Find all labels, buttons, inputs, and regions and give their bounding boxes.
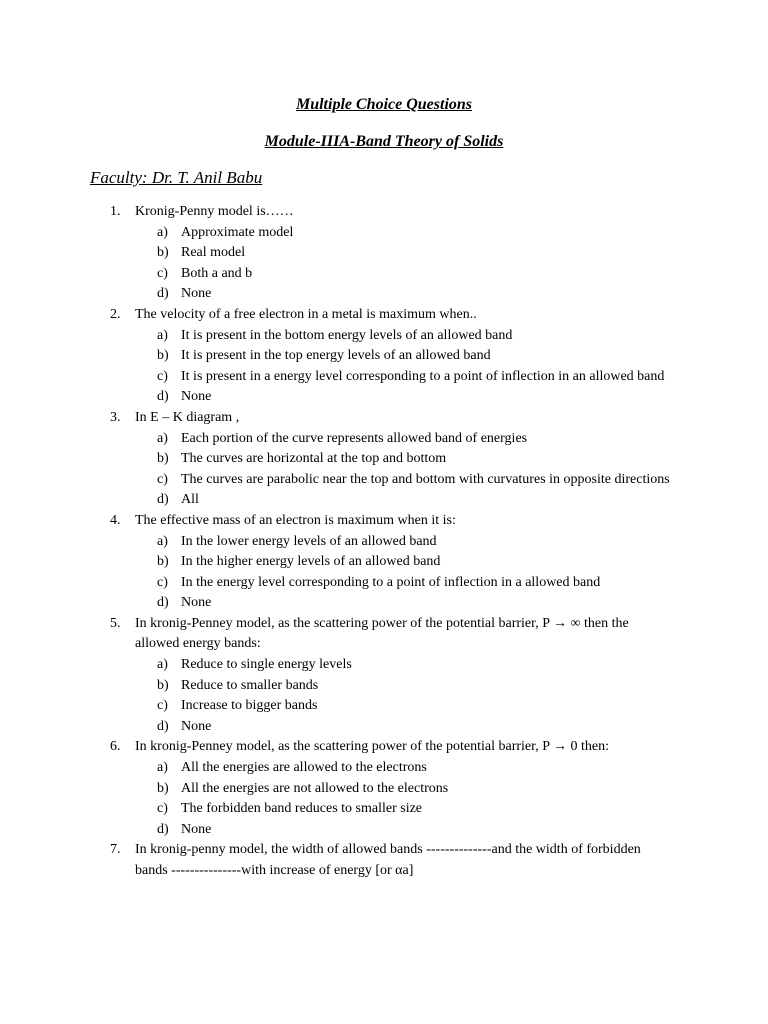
question-2	[0, 305, 768, 408]
option-label: a)	[157, 533, 168, 549]
option-text: The curves are horizontal at the top and bottom	[181, 451, 447, 467]
option-c	[0, 470, 768, 491]
question-text: In E – K diagram ,	[135, 409, 240, 425]
option-text: Reduce to smaller bands	[181, 677, 319, 693]
question-text: Kronig-Penny model is……	[135, 204, 294, 219]
option-text: In the energy level corresponding to a point of inflection in a allowed band	[181, 574, 601, 590]
option-b	[0, 243, 768, 264]
option-label: b)	[157, 677, 169, 693]
question-1	[0, 202, 768, 305]
option-text: All	[181, 492, 199, 508]
question-number: 3.	[110, 409, 121, 425]
option-b	[0, 346, 768, 367]
option-text: It is present in the top energy levels of an allowed band	[181, 348, 491, 364]
question-4	[0, 511, 768, 614]
option-label: b)	[157, 780, 169, 796]
option-label: b)	[157, 451, 169, 467]
question-number: 7.	[110, 842, 121, 858]
question-number: 1.	[110, 204, 121, 219]
option-text: All the energies are allowed to the electrons	[181, 760, 427, 776]
option-b	[0, 676, 768, 697]
question-text: In kronig-Penney model, as the scattering power of the potential barrier, P → ∞ then the allowed energy bands:	[135, 615, 629, 652]
question-number: 4.	[110, 512, 121, 528]
option-text: Each portion of the curve represents allowed band of energies	[181, 430, 528, 446]
option-c	[0, 799, 768, 820]
option-text: None	[181, 286, 212, 302]
question-number: 5.	[110, 615, 121, 631]
option-text: Both a and b	[181, 265, 253, 281]
option-text: In the lower energy levels of an allowed band	[181, 533, 437, 549]
option-a	[0, 532, 768, 553]
faculty-name: Faculty: Dr. T. Anil Babu	[90, 168, 263, 187]
option-a	[0, 758, 768, 779]
option-a	[0, 429, 768, 450]
option-label: a)	[157, 224, 168, 240]
option-c	[0, 696, 768, 717]
option-text: None	[181, 718, 212, 734]
option-label: c)	[157, 471, 168, 487]
option-text: None	[181, 595, 212, 611]
option-label: a)	[157, 430, 168, 446]
question-text: In kronig-Penney model, as the scattering power of the potential barrier, P → 0 then:	[135, 739, 610, 755]
question-7	[0, 840, 768, 881]
module-title: Module-IIIA-Band Theory of Solids	[264, 133, 504, 150]
option-text: None	[181, 821, 212, 837]
option-c	[0, 264, 768, 285]
option-a	[0, 326, 768, 347]
option-label: c)	[157, 574, 168, 590]
option-label: b)	[157, 554, 169, 570]
option-label: c)	[157, 265, 168, 281]
option-d	[0, 820, 768, 841]
option-label: d)	[157, 286, 169, 302]
option-c	[0, 573, 768, 594]
question-6	[0, 737, 768, 840]
option-d	[0, 717, 768, 738]
option-label: d)	[157, 718, 169, 734]
option-text: None	[181, 389, 212, 405]
question-number: 6.	[110, 739, 121, 755]
option-b	[0, 552, 768, 573]
option-text: The forbidden band reduces to smaller size	[181, 801, 423, 817]
option-text: Increase to bigger bands	[181, 698, 318, 714]
option-label: a)	[157, 760, 168, 776]
option-text: Approximate model	[181, 224, 294, 240]
option-label: a)	[157, 657, 168, 673]
question-list	[0, 202, 768, 882]
option-d	[0, 387, 768, 408]
option-b	[0, 779, 768, 800]
option-text: The curves are parabolic near the top and bottom with curvatures in opposite directions	[181, 471, 670, 487]
option-label: d)	[157, 492, 169, 508]
option-label: b)	[157, 348, 169, 364]
option-label: b)	[157, 245, 169, 261]
option-a	[0, 655, 768, 676]
question-5	[0, 614, 768, 738]
option-label: c)	[157, 801, 168, 817]
option-label: d)	[157, 389, 169, 405]
question-text: The effective mass of an electron is maximum when it is:	[135, 512, 456, 528]
option-d	[0, 593, 768, 614]
option-b	[0, 449, 768, 470]
option-text: Real model	[181, 245, 246, 261]
option-text: All the energies are not allowed to the electrons	[181, 780, 449, 796]
option-label: d)	[157, 595, 169, 611]
option-c	[0, 367, 768, 388]
question-3	[0, 408, 768, 511]
option-label: a)	[157, 327, 168, 343]
option-a	[0, 223, 768, 244]
option-label: c)	[157, 698, 168, 714]
question-number: 2.	[110, 306, 121, 322]
option-text: In the higher energy levels of an allowed band	[181, 554, 441, 570]
question-text: In kronig-penny model, the width of allowed bands --------------and the width of forbidden bands ---------------with increase of energy [or αa]	[135, 842, 641, 878]
document-title: Multiple Choice Questions	[295, 96, 473, 113]
option-text: It is present in a energy level corresponding to a point of inflection in an allowed band	[181, 368, 665, 384]
question-text: The velocity of a free electron in a metal is maximum when..	[135, 306, 477, 322]
option-text: Reduce to single energy levels	[181, 657, 352, 673]
option-label: d)	[157, 821, 169, 837]
option-text: It is present in the bottom energy levels of an allowed band	[181, 327, 513, 343]
option-label: c)	[157, 368, 168, 384]
option-d	[0, 284, 768, 305]
option-d	[0, 490, 768, 511]
